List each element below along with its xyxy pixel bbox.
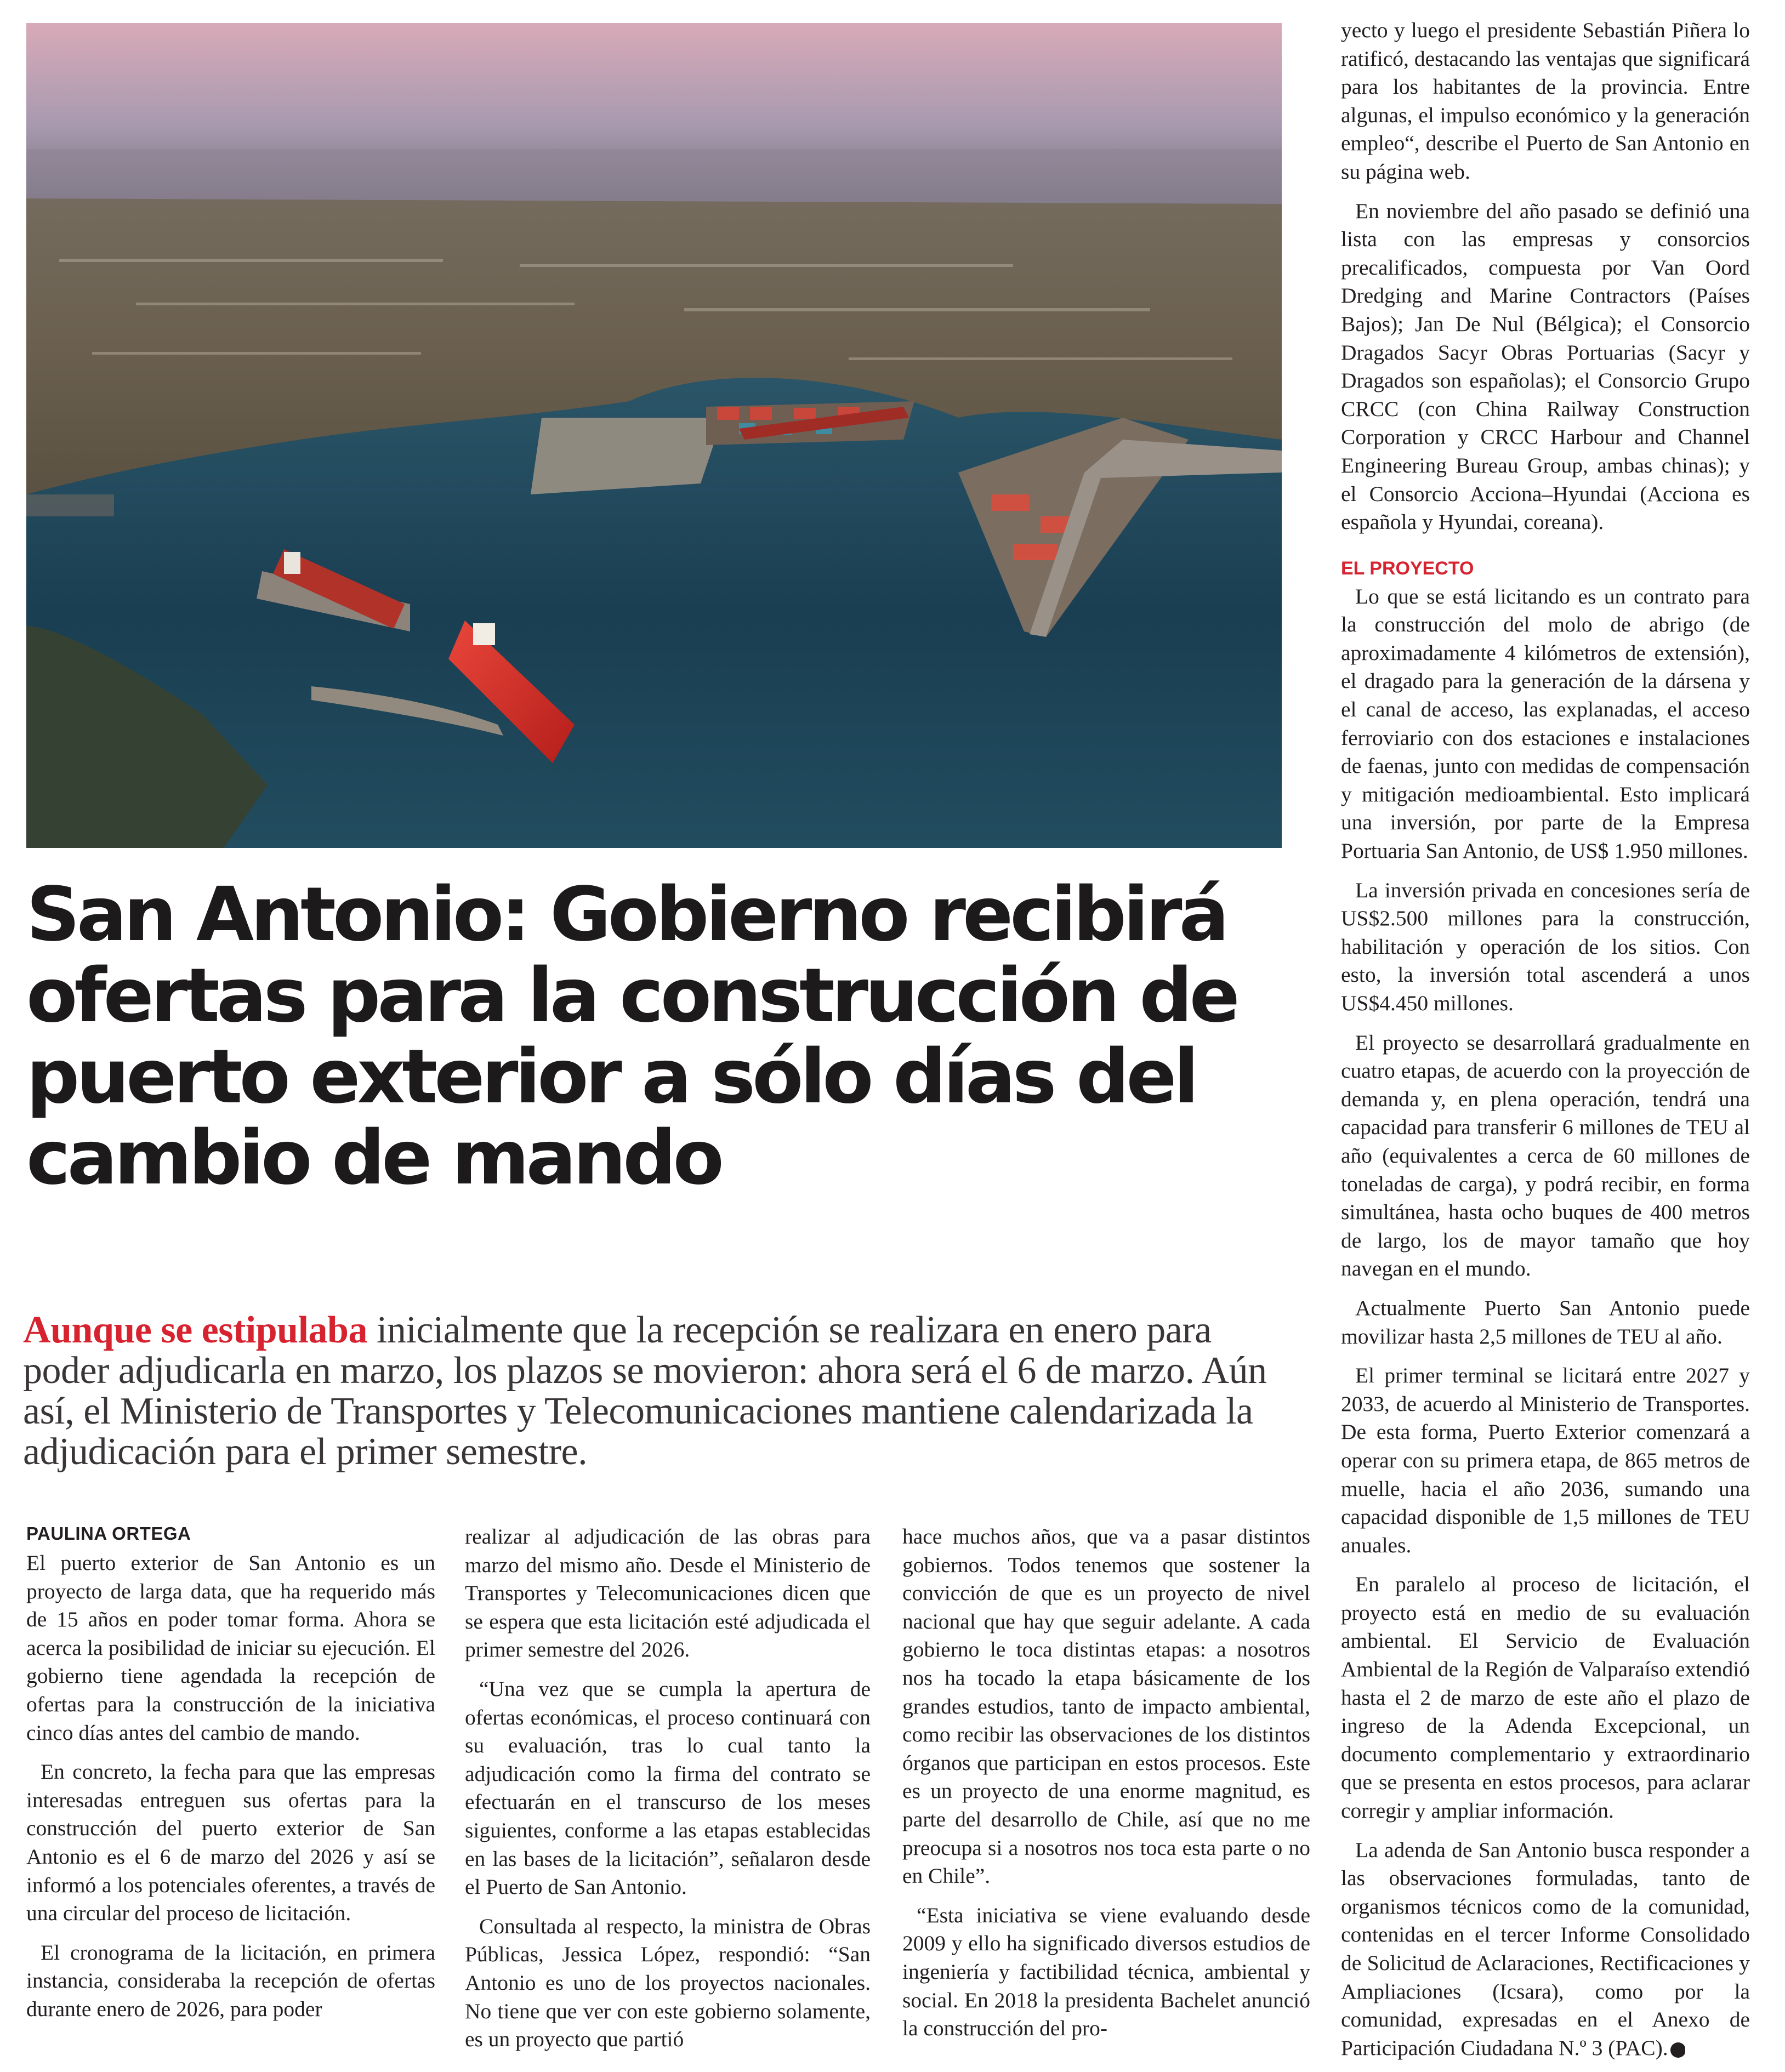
section-label-el-proyecto: EL PROYECTO xyxy=(1341,557,1474,579)
end-mark-icon: P xyxy=(1670,2042,1686,2058)
article-column-3 xyxy=(902,1523,1310,2043)
port-aerial-photo xyxy=(26,23,1282,848)
paragraph: El primer terminal se licitará entre 2027 y 2033, de acuerdo al Ministerio de Transportes. De esta forma, Puerto Exterior comenzará a operar con su primera etapa, de 865 metros de muelle, hacia el año 2036, sumando una capacidad disponible de 1,5 millones de TEU anuales. xyxy=(1341,1363,1750,1557)
paragraph: “Una vez que se cumpla la apertura de ofertas económicas, el proceso continuará con su evaluación, tras lo cual tanto la adjudicación como la firma del contrato se efectuarán en el transcurso de los meses siguientes, conforme a las etapas establecidas en las bases de la licitación”, señalaron desde el Puerto de San Antonio. xyxy=(465,1676,871,1899)
article-column-2 xyxy=(465,1523,871,2054)
paragraph: El cronograma de la licitación, en primera instancia, consideraba la recepción de ofertas durante enero de 2026, para poder xyxy=(26,1940,435,2021)
paragraph: El proyecto se desarrollará gradualmente en cuatro etapas, de acuerdo con la proyección de demanda y, en plena operación, tendrá una capacidad para transferir 6 millones de TEU al año (equivalentes a cerca de 60 millones de toneladas de carga), y podrá recibir, en forma simultánea, hasta ocho buques de 400 metros de largo, los de mayor tamaño que hoy navegan en el mundo. xyxy=(1341,1030,1750,1281)
paragraph: La inversión privada en concesiones sería de US$2.500 millones para la construcción, habilitación y operación de los sitios. Con esto, la inversión total ascenderá a unos US$4.450 millones. xyxy=(1341,878,1750,1015)
paragraph: Actualmente Puerto San Antonio puede movilizar hasta 2,5 millones de TEU al año. xyxy=(1341,1295,1750,1348)
paragraph: En noviembre del año pasado se definió una lista con las empresas y consorcios precalificados, compuesta por Van Oord Dredging and Marine Contractors (Países Bajos); Jan De Nul (Bélgica); el Consorcio Dragados Sacyr Obras Portuarias (Sacyr y Dragados son españolas); el Consorcio Grupo CRCC (con China Railway Construction Corporation y CRCC Harbour and Channel Engineering Bureau Group, ambas chinas); y el Consorcio Acciona–Hyundai (Acciona es española y Hyundai, coreana). xyxy=(1341,198,1750,534)
paragraph: Lo que se está licitando es un contrato para la construcción del molo de abrigo (de aproximadamente 4 kilómetros de extensión), el dragado para la generación de la dársena y el canal de acceso, las explanadas, el acceso ferroviario con dos estaciones e instalaciones de faenas, junto con medidas de compensación y mitigación medioambiental. Esto implicará una inversión, por parte de la Empresa Portuaria San Antonio, de US$ 1.950 millones. xyxy=(1341,584,1750,863)
paragraph-last xyxy=(1341,1836,1750,2063)
article-column-4 xyxy=(1341,16,1750,2062)
lede-text: inicialmente que la recepción se realizara en enero para poder adjudicarla en marzo, los plazos se movieron: ahora será el 6 de marzo. Aún así, el Ministerio de Transportes y Telecomunicaciones mantiene calendarizada la adjudicación para el primer semestre. xyxy=(23,1309,1267,1473)
paragraph-last-text: La adenda de San Antonio busca responder a las observaciones formuladas, tanto de organismos técnicos como de la comunidad, contenidas en el tercer Informe Consolidado de Solicitud de Aclaraciones, Rectificaciones y Ampliaciones (Icsara), como por la comunidad, expresadas en el Anexo de Participación Ciudadana N.º 3 (PAC). xyxy=(1341,1837,1750,2060)
paragraph: yecto y luego el presidente Sebastián Piñera lo ratificó, destacando las ventajas que significará para los habitantes de la provincia. Entre algunas, el impulso económico y la generación empleo“, describe el Puerto de San Antonio en su página web. xyxy=(1341,18,1750,184)
paragraph: Consultada al respecto, la ministra de Obras Públicas, Jessica López, respondió: “San Antonio es uno de los proyectos nacionales. No tiene que ver con este gobierno solamente, es un proyecto que partió xyxy=(465,1914,871,2052)
paragraph: En paralelo al proceso de licitación, el proyecto está en medio de su evaluación ambiental. El Servicio de Evaluación Ambiental de la Región de Valparaíso extendió hasta el 2 de marzo de este año el plazo de ingreso de la Adenda Excepcional, un documento complementario y extraordinario que se presenta en estos procesos, para aclarar corregir y ampliar información. xyxy=(1341,1572,1750,1823)
paragraph: El puerto exterior de San Antonio es un proyecto de larga data, que ha requerido más de 15 años en poder tomar forma. Ahora se acerca la posibilidad de iniciar su ejecución. El gobierno tiene agendada la recepción de ofertas para la construcción de la iniciativa cinco días antes del cambio de mando. xyxy=(26,1551,435,1745)
lede xyxy=(23,1310,1300,1472)
byline: PAULINA ORTEGA xyxy=(26,1523,191,1544)
paragraph: “Esta iniciativa se viene evaluando desde 2009 y ello ha significado diversos estudios de ingeniería y factibilidad técnica, ambiental y social. En 2018 la presidenta Bachelet anunció la construcción del pro- xyxy=(902,1903,1310,2041)
paragraph: hace muchos años, que va a pasar distintos gobiernos. Todos tenemos que sostener la convicción de que es un proyecto de nivel nacional que hay que seguir adelante. A cada gobierno le toca distintas etapas: a nosotros nos ha tocado la etapa básicamente de los grandes estudios, tanto de impacto ambiental, como recibir las observaciones de los distintos órganos que participan en estos procesos. Este es un proyecto de una enorme magnitud, es parte del desarrollo de Chile, así que no me preocupa si a nosotros nos toca esta parte o no en Chile”. xyxy=(902,1524,1310,1888)
article-column-1 xyxy=(26,1523,435,2024)
headline: San Antonio: Gobierno recibirá ofertas para la construcción de puerto exterior a sólo días del cambio de mando xyxy=(26,872,1237,1202)
port-aerial-illustration xyxy=(26,23,1282,848)
lede-kicker: Aunque se estipulaba xyxy=(23,1309,367,1351)
paragraph: realizar al adjudicación de las obras para marzo del mismo año. Desde el Ministerio de Transportes y Telecomunicaciones dicen que se espera que esta licitación esté adjudicada el primer semestre del 2026. xyxy=(465,1524,871,1662)
paragraph: En concreto, la fecha para que las empresas interesadas entreguen sus ofertas para la construcción del puerto exterior de San Antonio es el 6 de marzo del 2026 y así se informó a los potenciales oferentes, a través de una circular del proceso de licitación. xyxy=(26,1760,435,1926)
